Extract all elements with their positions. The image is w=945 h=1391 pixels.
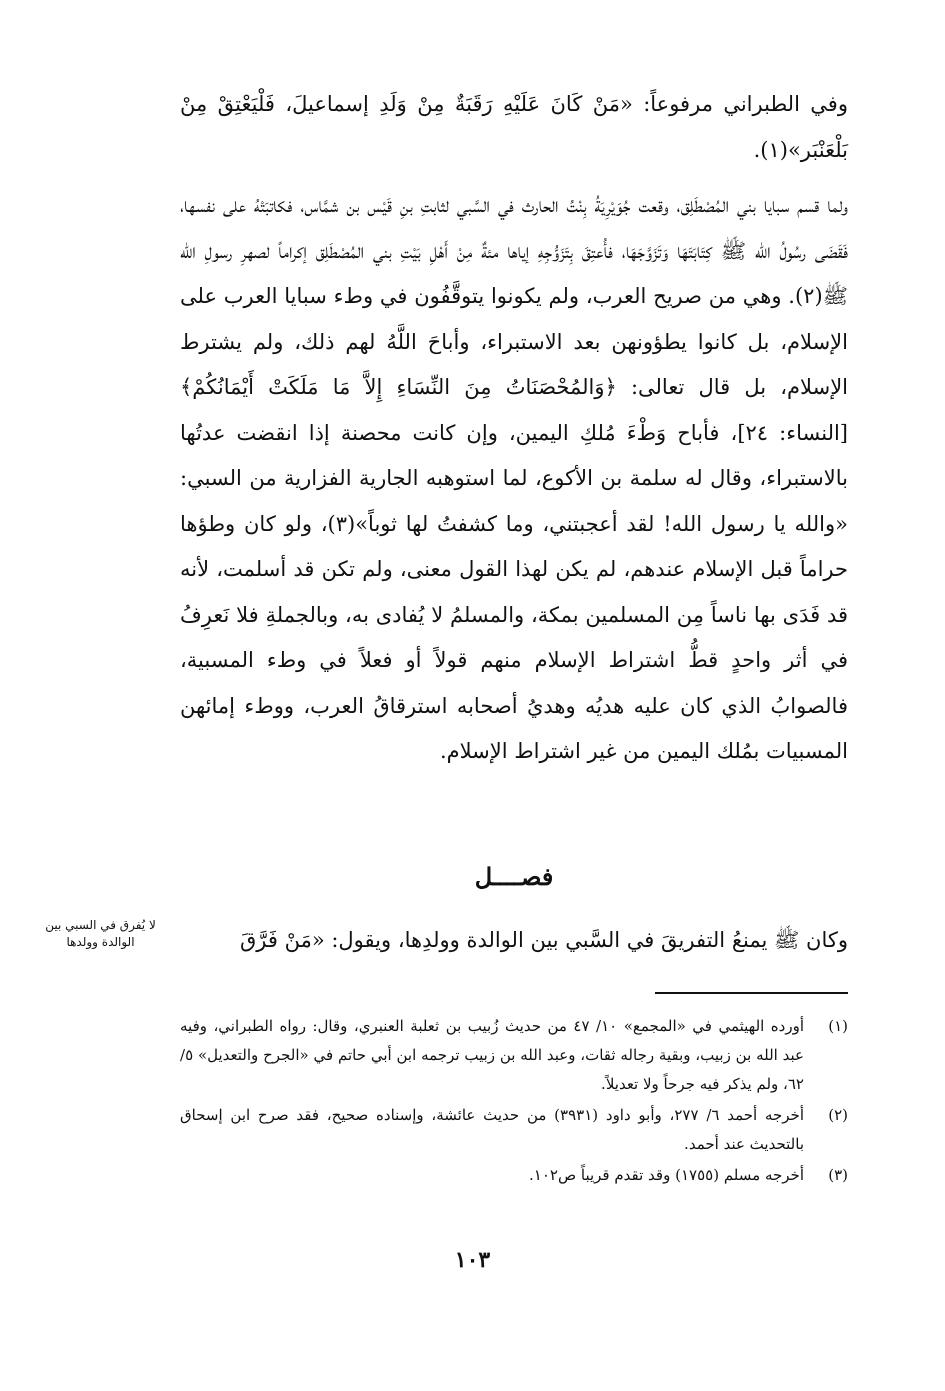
- footnote-number: (٢): [828, 1106, 848, 1124]
- section-heading: فصــــل: [474, 862, 554, 891]
- paragraph-juwayriya: ولما قسم سبايا بني المُصْطَلِق، وقعت جُوَيْرِيَةُ بِنْتُ الحارث في السَّبي لثابتِ بنِ قَيْس بن شمَّاس، فكاتبَتْهُ على نفسها، فَقَضَى رسُولُ الله ﷺ كِتَابَتَهَا وَتَزَوَّجَهَا، فأُعتِقَ بِتَزَوُّجِهِ إياها مئةٌ مِنْ أَهْلِ بَيْتِ بني المُصْطَلِق إكراماً لصهرِ رسولِ الله ﷺ(٢). وهي من صريح العرب، ولم يكونوا يتوقَّفُون في وطء سبايا العرب على الإسلام، بل كانوا يطؤونهن بعد الاستبراء، وأباحَ اللَّهُ لهم ذلك، ولم يشترط الإسلام، بل قال تعالى: ﴿وَالمُحْصَنَاتُ مِنَ النِّسَاءِ إِلاَّ مَا مَلَكَتْ أَيْمَانُكُمْ﴾ [النساء: ٢٤]، فأباح وَطْءَ مُلكِ اليمين، وإن كانت محصنة إذا انقضت عدتُها بالاستبراء، وقال له سلمة بن الأكوع، لما استوهبه الجارية الفزارية من السبي: «والله يا رسول الله! لقد أعجبتني، وما كشفتُ لها ثوباً»(٣)، ولو كان وطؤها حراماً قبل الإسلام عندهم، لم يكن لهذا القول معنى، ولم تكن قد أسلمت، لأنه قد فَدَى بها ناساً مِن المسلمين بمكة، والمسلمُ لا يُفادى به، وبالجملةِ فلا نَعرِفُ في أثر واحدٍ قطُّ اشتراط الإسلام منهم قولاً أو فعلاً في وطء المسبية، فالصوابُ الذي كان عليه هديُه وهديُ أصحابه استرقاقُ العرب، ووطء إمائهن المسبيات بمُلك اليمين من غير اشتراط الإسلام.: [180, 193, 848, 763]
- footnote-divider: [655, 992, 848, 994]
- footnote-text: أخرجه أحمد ٦/ ٢٧٧، وأبو داود (٣٩٣١) من حديث عائشة، وإسناده صحيح، فقد صرح ابن إسحاق بالتحديث عند أحمد.: [180, 1106, 804, 1153]
- paragraph-separation: وكان ﷺ يمنعُ التفريقَ في السَّبي بين الوالدة وولدِها، ويقول: «مَنْ فَرَّقَ: [240, 928, 848, 952]
- main-text: [180, 82, 848, 775]
- footnote-number: (٣): [828, 1166, 848, 1184]
- footnote: [180, 1012, 848, 1099]
- margin-note: لا يُفرق في السبي بين الوالدة وولدها: [45, 918, 156, 949]
- footnote-text: أخرجه مسلم (١٧٥٥) وقد تقدم قريباً ص١٠٢.: [529, 1166, 804, 1184]
- footnote-text: أورده الهيثمي في «المجمع» ١٠/ ٤٧ من حديث زُبيب بن ثعلبة العنبري، وقال: رواه الطبراني، وفيه عبد الله بن زبيب، وبقية رجاله ثقات، وعبد الله بن زبيب ترجمه ابن أبي حاتم في «الجرح والتعديل» ٥/ ٦٢، ولم يذكر فيه جرحاً ولا تعديلاً.: [180, 1017, 805, 1093]
- footnote: [180, 1101, 848, 1159]
- footnotes: [180, 1012, 848, 1192]
- footnote-number: (١): [828, 1017, 848, 1035]
- footnote: [180, 1161, 848, 1190]
- paragraph-tabarani: وفي الطبراني مرفوعاً: «مَنْ كَانَ عَلَيْهِ رَقَبَةٌ مِنْ وَلَدِ إسماعيلَ، فَلْيَعْتِقْ مِنْ بَلْعَنْبَر»(١).: [180, 92, 848, 162]
- page-number: ١٠٣: [454, 1247, 491, 1273]
